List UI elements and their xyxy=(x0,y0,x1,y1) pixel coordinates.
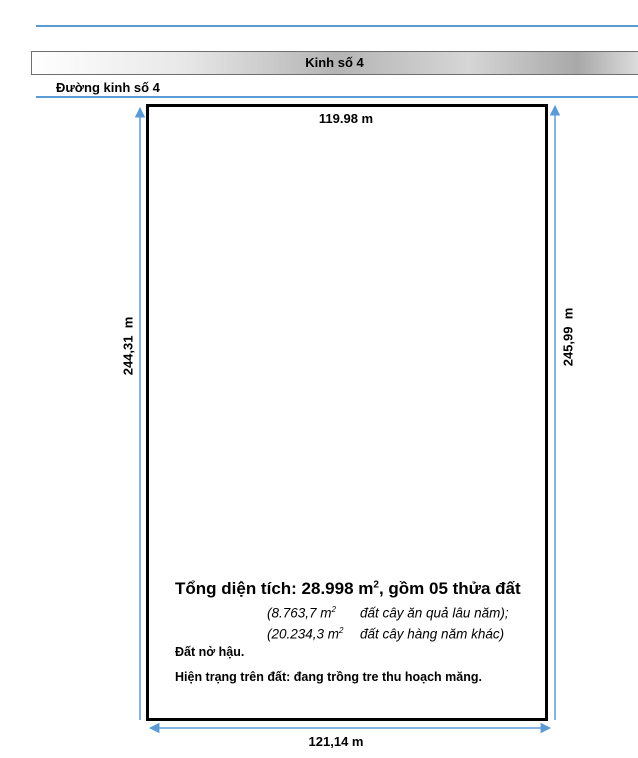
bottom-dimension-label: 121,14 m xyxy=(308,734,364,749)
area-item-desc: đất cây ăn quả lâu năm); xyxy=(360,605,509,621)
area-item-annual xyxy=(267,626,504,642)
area-item-perennial xyxy=(267,605,509,621)
total-area-title xyxy=(175,579,521,599)
rear-widening-note: Đất nở hậu. xyxy=(175,645,245,659)
total-area-prefix: Tổng diện tích: 28.998 m xyxy=(175,579,374,598)
land-status-note: Hiện trạng trên đất: đang trồng tre thu hoạch măng. xyxy=(175,670,482,684)
area-item-amount: (8.763,7 m xyxy=(267,605,332,621)
canal-label: Kinh số 4 xyxy=(305,55,364,70)
right-dimension-label: 245,99 m xyxy=(560,307,576,367)
area-item-amount: (20.234,3 m xyxy=(267,626,340,642)
top-dimension-label: 119.98 m xyxy=(318,111,374,126)
left-dimension-label: 244,31 m xyxy=(120,316,136,376)
area-item-unit-sup: 2 xyxy=(339,626,344,635)
total-area-unit-sup: 2 xyxy=(373,579,379,591)
area-item-unit-sup: 2 xyxy=(331,605,336,614)
road-label: Đường kinh số 4 xyxy=(56,80,160,95)
area-item-desc: đất cây hàng năm khác) xyxy=(360,626,505,642)
total-area-suffix: , gồm 05 thửa đất xyxy=(378,579,521,598)
